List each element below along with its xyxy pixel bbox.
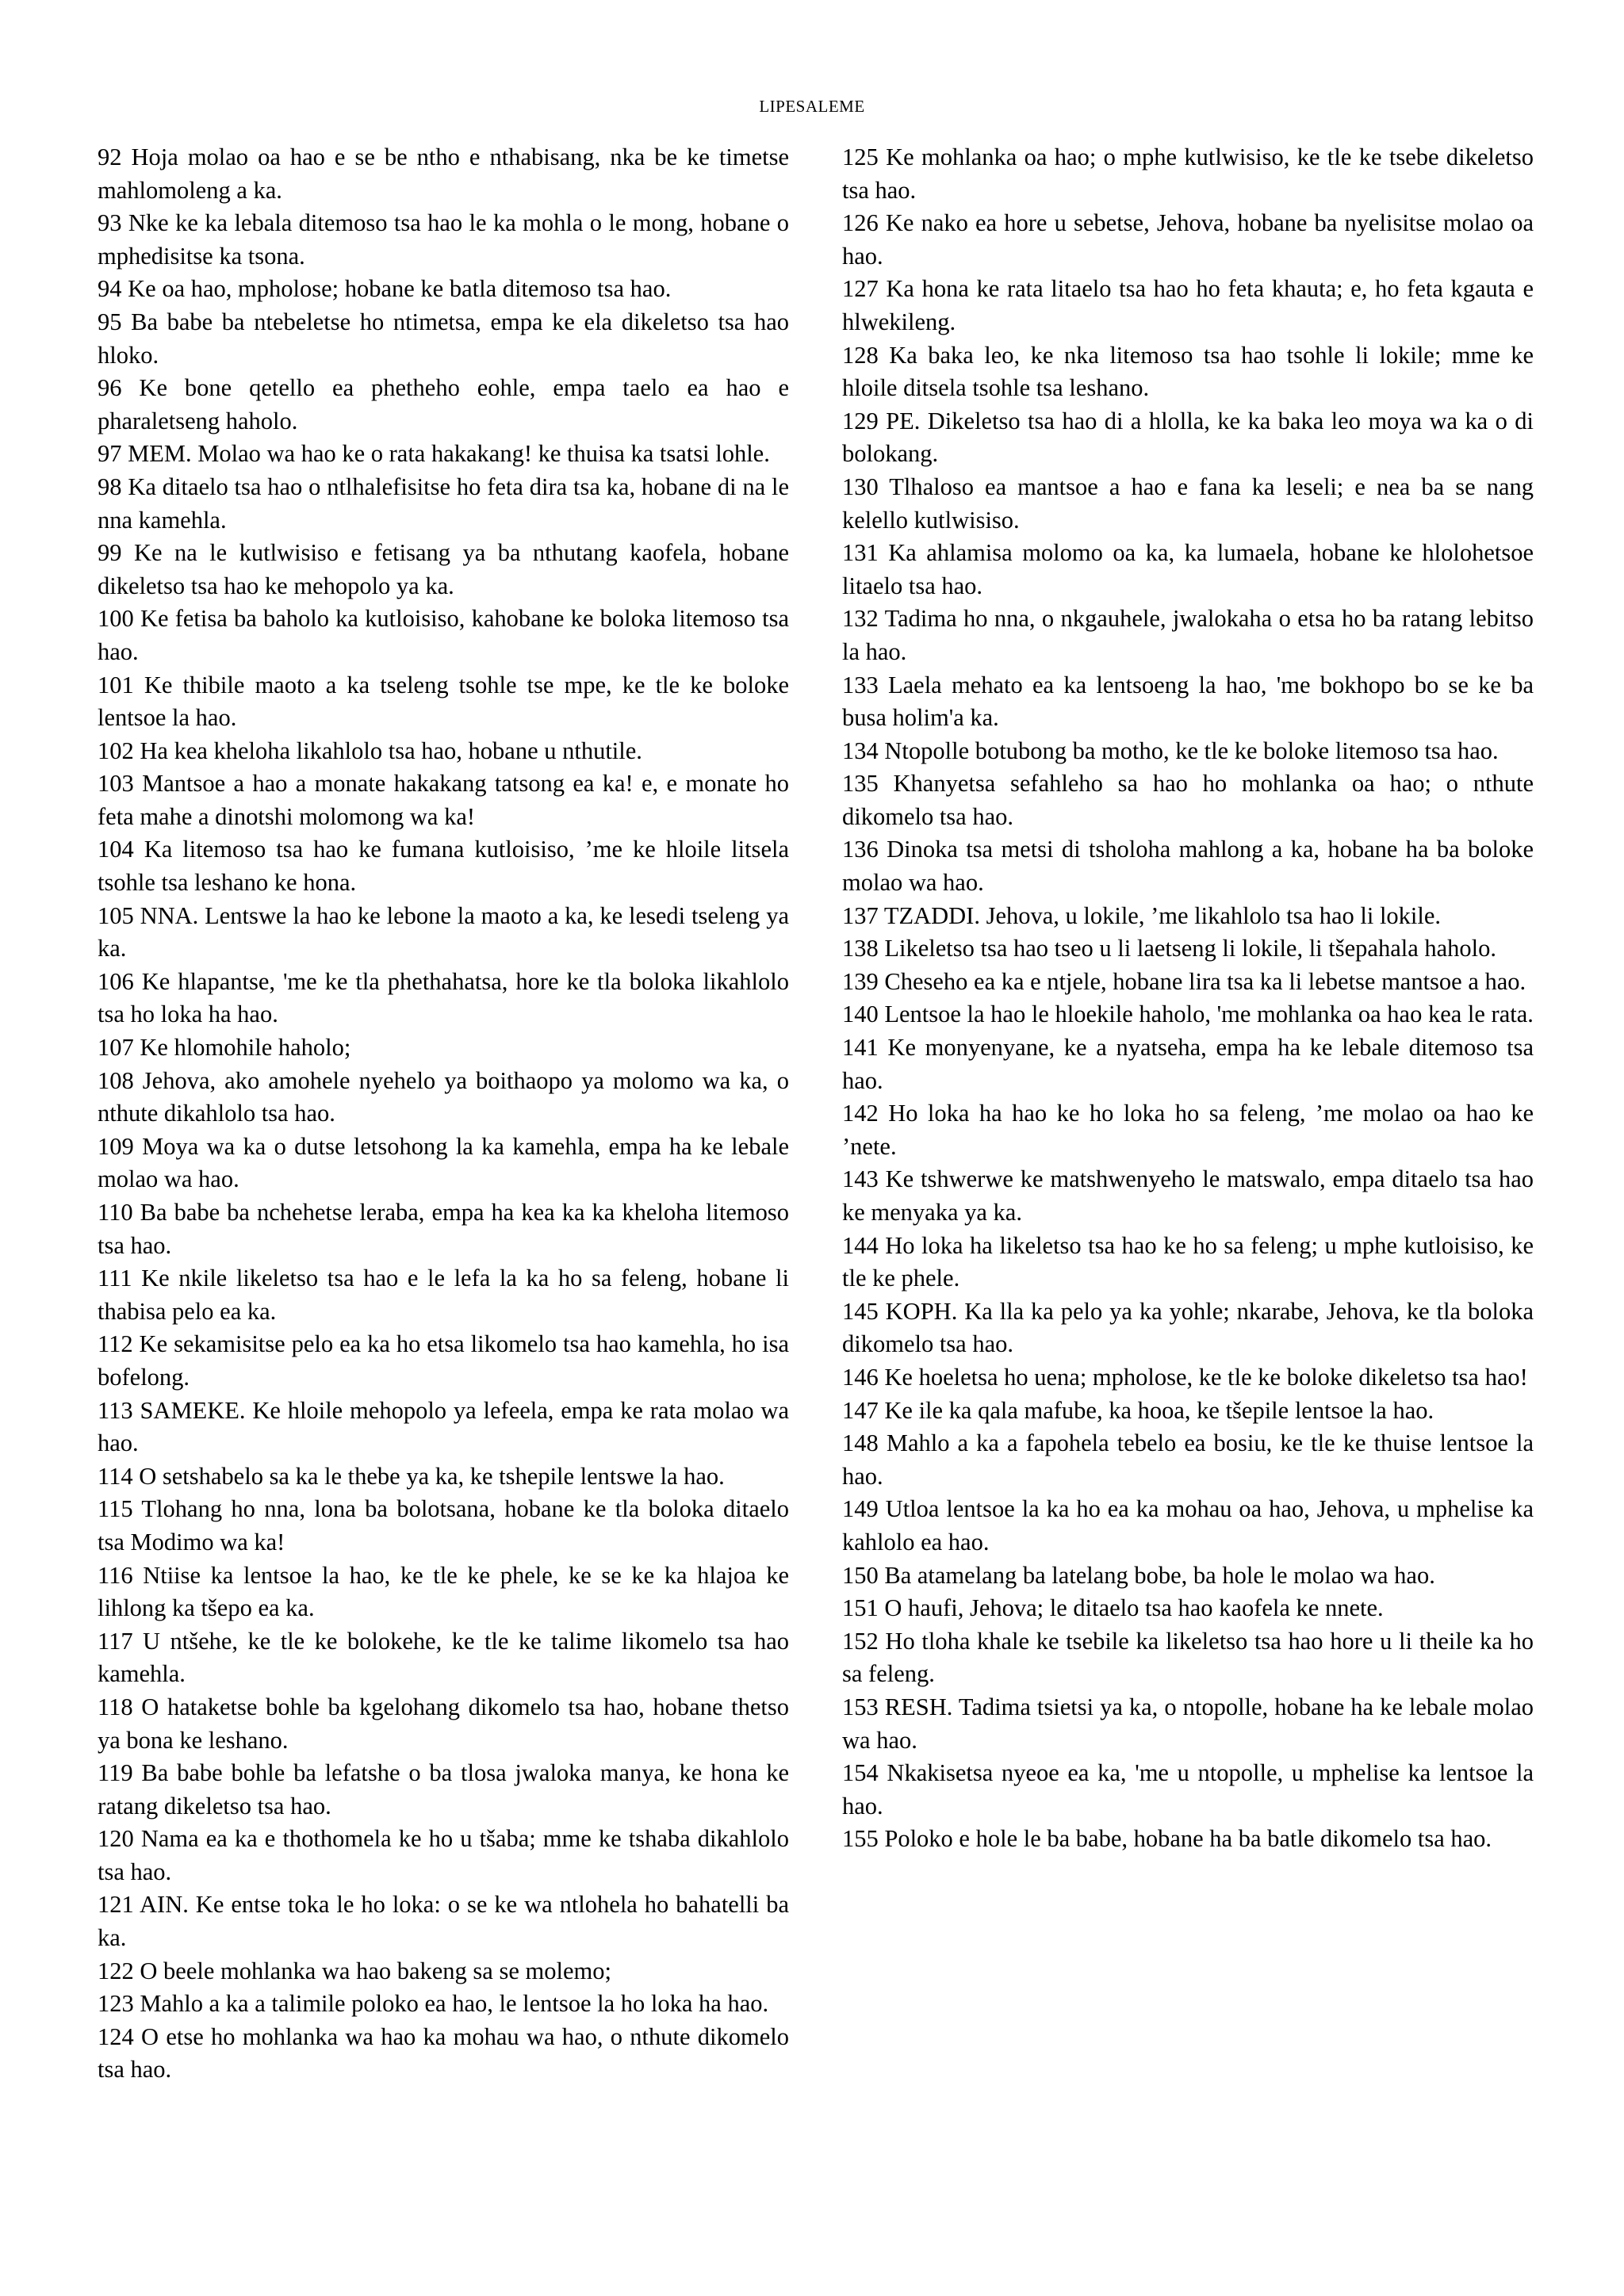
verse-paragraph: 128 Ka baka leo, ke nka litemoso tsa hao tsohle li lokile; mme ke hloile ditsela tsohle tsa leshano. bbox=[842, 341, 1534, 402]
verse-paragraph: 117 U ntšehe, ke tle ke bolokehe, ke tle ke talime likomelo tsa hao kamehla. bbox=[98, 1627, 789, 1688]
verse-paragraph: 108 Jehova, ako amohele nyehelo ya boithaopo ya molomo wa ka, o nthute dikahlolo tsa hao. bbox=[98, 1066, 789, 1127]
verse-paragraph: 102 Ha kea kheloha likahlolo tsa hao, hobane u nthutile. bbox=[98, 737, 642, 764]
verse-paragraph: 124 O etse ho mohlanka wa hao ka mohau wa hao, o nthute dikomelo tsa hao. bbox=[98, 2022, 789, 2084]
verse-paragraph: 97 MEM. Molao wa hao ke o rata hakakang! ke thuisa ka tsatsi lohle. bbox=[98, 440, 770, 468]
verse-paragraph: 103 Mantsoe a hao a monate hakakang tatsong ea ka! e, e monate ho feta mahe a dinotshi molomong wa ka! bbox=[98, 770, 789, 830]
verse-paragraph: 129 PE. Dikeletso tsa hao di a hlolla, ke ka baka leo moya wa ka o di bolokang. bbox=[842, 407, 1534, 468]
verse-paragraph: 112 Ke sekamisitse pelo ea ka ho etsa likomelo tsa hao kamehla, ho isa bofelong. bbox=[98, 1330, 789, 1391]
verse-paragraph: 154 Nkakisetsa nyeoe ea ka, 'me u ntopolle, u mphelise ka lentsoe la hao. bbox=[842, 1759, 1534, 1820]
verse-paragraph: 136 Dinoka tsa metsi di tsholoha mahlong a ka, hobane ha ba boloke molao wa hao. bbox=[842, 836, 1534, 897]
verse-paragraph: 149 Utloa lentsoe la ka ho ea ka mohau oa hao, Jehova, u mphelise ka kahlolo ea hao. bbox=[842, 1495, 1534, 1556]
verse-paragraph: 110 Ba babe ba nchehetse leraba, empa ha kea ka ka kheloha litemoso tsa hao. bbox=[98, 1199, 789, 1259]
verse-paragraph: 105 NNA. Lentswe la hao ke lebone la maoto a ka, ke lesedi tseleng ya ka. bbox=[98, 901, 789, 962]
verse-paragraph: 145 KOPH. Ka lla ka pelo ya ka yohle; nkarabe, Jehova, ke tla boloka dikomelo tsa hao. bbox=[842, 1297, 1534, 1358]
page-header: LIPESALEME bbox=[759, 97, 865, 116]
verse-paragraph: 144 Ho loka ha likeletso tsa hao ke ho sa feleng; u mphe kutloisiso, ke tle ke phele. bbox=[842, 1231, 1534, 1292]
verse-paragraph: 130 Tlhaloso ea mantsoe a hao e fana ka leseli; e nea ba se nang kelello kutlwisiso. bbox=[842, 473, 1534, 534]
verse-paragraph: 152 Ho tloha khale ke tsebile ka likeletso tsa hao hore u li theile ka ho sa feleng. bbox=[842, 1627, 1534, 1688]
verse-paragraph: 140 Lentsoe la hao le hloekile haholo, 'me mohlanka oa hao kea le rata. bbox=[842, 1001, 1534, 1028]
verse-paragraph: 109 Moya wa ka o dutse letsohong la ka kamehla, empa ha ke lebale molao wa hao. bbox=[98, 1132, 789, 1193]
verse-paragraph: 116 Ntiise ka lentsoe la hao, ke tle ke phele, ke se ke ka hlajoa ke lihlong ka tšepo ea ka. bbox=[98, 1561, 789, 1622]
verse-paragraph: 132 Tadima ho nna, o nkgauhele, jwalokaha o etsa ho ba ratang lebitso la hao. bbox=[842, 605, 1534, 665]
verse-paragraph: 114 O setshabelo sa ka le thebe ya ka, ke tshepile lentswe la hao. bbox=[98, 1462, 725, 1490]
verse-paragraph: 127 Ka hona ke rata litaelo tsa hao ho feta khauta; e, ho feta kgauta e hlwekileng. bbox=[842, 275, 1534, 335]
verse-paragraph: 101 Ke thibile maoto a ka tseleng tsohle tse mpe, ke tle ke boloke lentsoe la hao. bbox=[98, 671, 789, 732]
verse-paragraph: 118 O hataketse bohle ba kgelohang dikomelo tsa hao, hobane thetso ya bona ke leshano. bbox=[98, 1693, 789, 1754]
verse-paragraph: 126 Ke nako ea hore u sebetse, Jehova, hobane ba nyelisitse molao oa hao. bbox=[842, 209, 1534, 270]
verse-paragraph: 133 Laela mehato ea ka lentsoeng la hao, 'me bokhopo bo se ke ba busa holim'a ka. bbox=[842, 671, 1534, 732]
verse-paragraph: 142 Ho loka ha hao ke ho loka ho sa feleng, ’me molao oa hao ke ’nete. bbox=[842, 1100, 1534, 1160]
verse-paragraph: 150 Ba atamelang ba latelang bobe, ba hole le molao wa hao. bbox=[842, 1561, 1435, 1589]
verse-paragraph: 122 O beele mohlanka wa hao bakeng sa se molemo; bbox=[98, 1957, 611, 1984]
left-column bbox=[98, 141, 789, 2087]
verse-paragraph: 115 Tlohang ho nna, lona ba bolotsana, hobane ke tla boloka ditaelo tsa Modimo wa ka! bbox=[98, 1495, 789, 1556]
verse-paragraph: 121 AIN. Ke entse toka le ho loka: o se ke wa ntlohela ho bahatelli ba ka. bbox=[98, 1891, 789, 1952]
verse-paragraph: 134 Ntopolle botubong ba motho, ke tle ke boloke litemoso tsa hao. bbox=[842, 737, 1499, 764]
verse-paragraph: 141 Ke monyenyane, ke a nyatseha, empa ha ke lebale ditemoso tsa hao. bbox=[842, 1034, 1534, 1094]
verse-paragraph: 111 Ke nkile likeletso tsa hao e le lefa la ka ho sa feleng, hobane li thabisa pelo ea ka. bbox=[98, 1265, 789, 1325]
verse-paragraph: 113 SAMEKE. Ke hloile mehopolo ya lefeela, empa ke rata molao wa hao. bbox=[98, 1396, 789, 1457]
verse-paragraph: 123 Mahlo a ka a talimile poloko ea hao, le lentsoe la ho loka ha hao. bbox=[98, 1990, 769, 2018]
verse-paragraph: 143 Ke tshwerwe ke matshwenyeho le matswalo, empa ditaelo tsa hao ke menyaka ya ka. bbox=[842, 1165, 1534, 1226]
verse-paragraph: 119 Ba babe bohle ba lefatshe o ba tlosa jwaloka manya, ke hona ke ratang dikeletso tsa hao. bbox=[98, 1759, 789, 1820]
verse-paragraph: 104 Ka litemoso tsa hao ke fumana kutloisiso, ’me ke hloile litsela tsohle tsa leshano ke hona. bbox=[98, 836, 789, 897]
verse-paragraph: 93 Nke ke ka lebala ditemoso tsa hao le ka mohla o le mong, hobane o mphedisitse ka tsona. bbox=[98, 209, 789, 270]
verse-paragraph: 92 Hoja molao oa hao e se be ntho e nthabisang, nka be ke timetse mahlomoleng a ka. bbox=[98, 144, 789, 204]
verse-paragraph: 96 Ke bone qetello ea phetheho eohle, empa taelo ea hao e pharaletseng haholo. bbox=[98, 374, 789, 434]
verse-paragraph: 99 Ke na le kutlwisiso e fetisang ya ba nthutang kaofela, hobane dikeletso tsa hao ke mehopolo ya ka. bbox=[98, 539, 789, 599]
verse-paragraph: 135 Khanyetsa sefahleho sa hao ho mohlanka oa hao; o nthute dikomelo tsa hao. bbox=[842, 770, 1534, 830]
verse-paragraph: 106 Ke hlapantse, 'me ke tla phethahatsa, hore ke tla boloka likahlolo tsa ho loka ha hao. bbox=[98, 967, 789, 1028]
verse-paragraph: 139 Cheseho ea ka e ntjele, hobane lira tsa ka li lebetse mantsoe a hao. bbox=[842, 967, 1526, 995]
verse-paragraph: 147 Ke ile ka qala mafube, ka hooa, ke tšepile lentsoe la hao. bbox=[842, 1396, 1434, 1424]
verse-paragraph: 100 Ke fetisa ba baholo ka kutloisiso, kahobane ke boloka litemoso tsa hao. bbox=[98, 605, 789, 665]
verse-paragraph: 146 Ke hoeletsa ho uena; mpholose, ke tle ke boloke dikeletso tsa hao! bbox=[842, 1363, 1528, 1391]
verse-paragraph: 138 Likeletso tsa hao tseo u li laetseng li lokile, li tšepahala haholo. bbox=[842, 935, 1497, 962]
verse-paragraph: 120 Nama ea ka e thothomela ke ho u tšaba; mme ke tshaba dikahlolo tsa hao. bbox=[98, 1825, 789, 1885]
verse-paragraph: 148 Mahlo a ka a fapohela tebelo ea bosiu, ke tle ke thuise lentsoe la hao. bbox=[842, 1429, 1534, 1490]
verse-paragraph: 155 Poloko e hole le ba babe, hobane ha ba batle dikomelo tsa hao. bbox=[842, 1825, 1492, 1853]
verse-paragraph: 107 Ke hlomohile haholo; bbox=[98, 1034, 351, 1062]
verse-paragraph: 98 Ka ditaelo tsa hao o ntlhalefisitse ho feta dira tsa ka, hobane di na le nna kamehla. bbox=[98, 473, 789, 534]
verse-paragraph: 94 Ke oa hao, mpholose; hobane ke batla ditemoso tsa hao. bbox=[98, 275, 672, 303]
verse-paragraph: 95 Ba babe ba ntebeletse ho ntimetsa, empa ke ela dikeletso tsa hao hloko. bbox=[98, 308, 789, 369]
verse-paragraph: 125 Ke mohlanka oa hao; o mphe kutlwisiso, ke tle ke tsebe dikeletso tsa hao. bbox=[842, 144, 1534, 204]
right-column bbox=[842, 141, 1534, 1856]
verse-paragraph: 153 RESH. Tadima tsietsi ya ka, o ntopolle, hobane ha ke lebale molao wa hao. bbox=[842, 1693, 1534, 1754]
verse-paragraph: 151 O haufi, Jehova; le ditaelo tsa hao kaofela ke nnete. bbox=[842, 1594, 1384, 1622]
verse-paragraph: 131 Ka ahlamisa molomo oa ka, ka lumaela, hobane ke hlolohetsoe litaelo tsa hao. bbox=[842, 539, 1534, 599]
verse-paragraph: 137 TZADDI. Jehova, u lokile, ’me likahlolo tsa hao li lokile. bbox=[842, 901, 1442, 929]
